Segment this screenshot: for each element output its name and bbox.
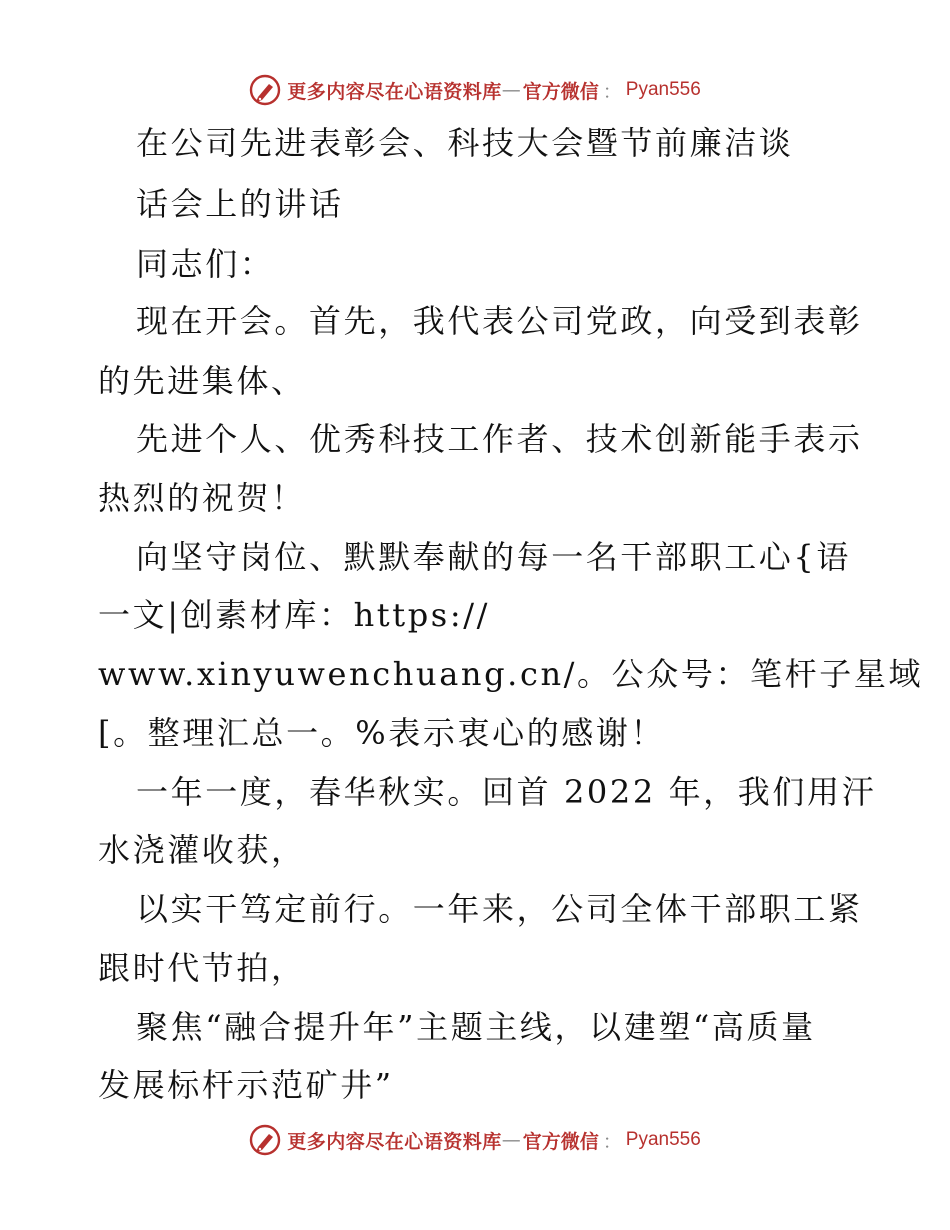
paragraph-line: 发展标杆示范矿井” (98, 1066, 394, 1104)
banner-wechat-id: Pyan556 (625, 79, 701, 100)
banner-colon: ： (602, 1130, 622, 1153)
paragraph-line: 的先进集体、 (98, 362, 306, 400)
banner-title: 更多内容尽在心语资料库 (287, 1130, 502, 1153)
banner-wechat-id: Pyan556 (625, 1129, 701, 1150)
header-banner (0, 72, 950, 108)
paragraph-line: 一年一度，春华秋实。回首 2022 年，我们用汗 (136, 773, 877, 811)
banner-wechat-label: 官方微信 (522, 1130, 599, 1153)
banner-dash: — (501, 79, 521, 101)
paragraph-line: www.xinyuwenchuang.cn/。公众号：笔杆子星域 (98, 655, 924, 693)
paragraph-line: 跟时代节拍， (98, 949, 306, 987)
paragraph-line: 以实干笃定前行。一年来，公司全体干部职工紧 (136, 890, 863, 928)
paragraph-line: 水浇灌收获， (98, 831, 306, 869)
footer-banner (0, 1122, 950, 1158)
paragraph-line: 热烈的祝贺！ (98, 479, 306, 517)
banner-colon: ： (602, 80, 622, 103)
paragraph-line: 现在开会。首先，我代表公司党政，向受到表彰 (136, 302, 863, 340)
pen-logo-icon (249, 1124, 281, 1156)
salutation: 同志们： (136, 245, 275, 283)
pen-logo-icon (249, 74, 281, 106)
title-line-1: 在公司先进表彰会、科技大会暨节前廉洁谈 (136, 124, 794, 162)
paragraph-line: 向坚守岗位、默默奉献的每一名干部职工心{语 (136, 538, 851, 576)
banner-title: 更多内容尽在心语资料库 (287, 80, 502, 103)
paragraph-line: [。整理汇总一。%表示衷心的感谢！ (98, 714, 666, 752)
paragraph-line: 一文|创素材库：https:// (98, 596, 490, 634)
paragraph-line: 先进个人、优秀科技工作者、技术创新能手表示 (136, 420, 863, 458)
title-line-2: 话会上的讲话 (136, 185, 344, 223)
banner-dash: — (501, 1129, 521, 1151)
banner-wechat-label: 官方微信 (522, 80, 599, 103)
paragraph-line: 聚焦“融合提升年”主题主线，以建塑“高质量 (136, 1008, 816, 1046)
